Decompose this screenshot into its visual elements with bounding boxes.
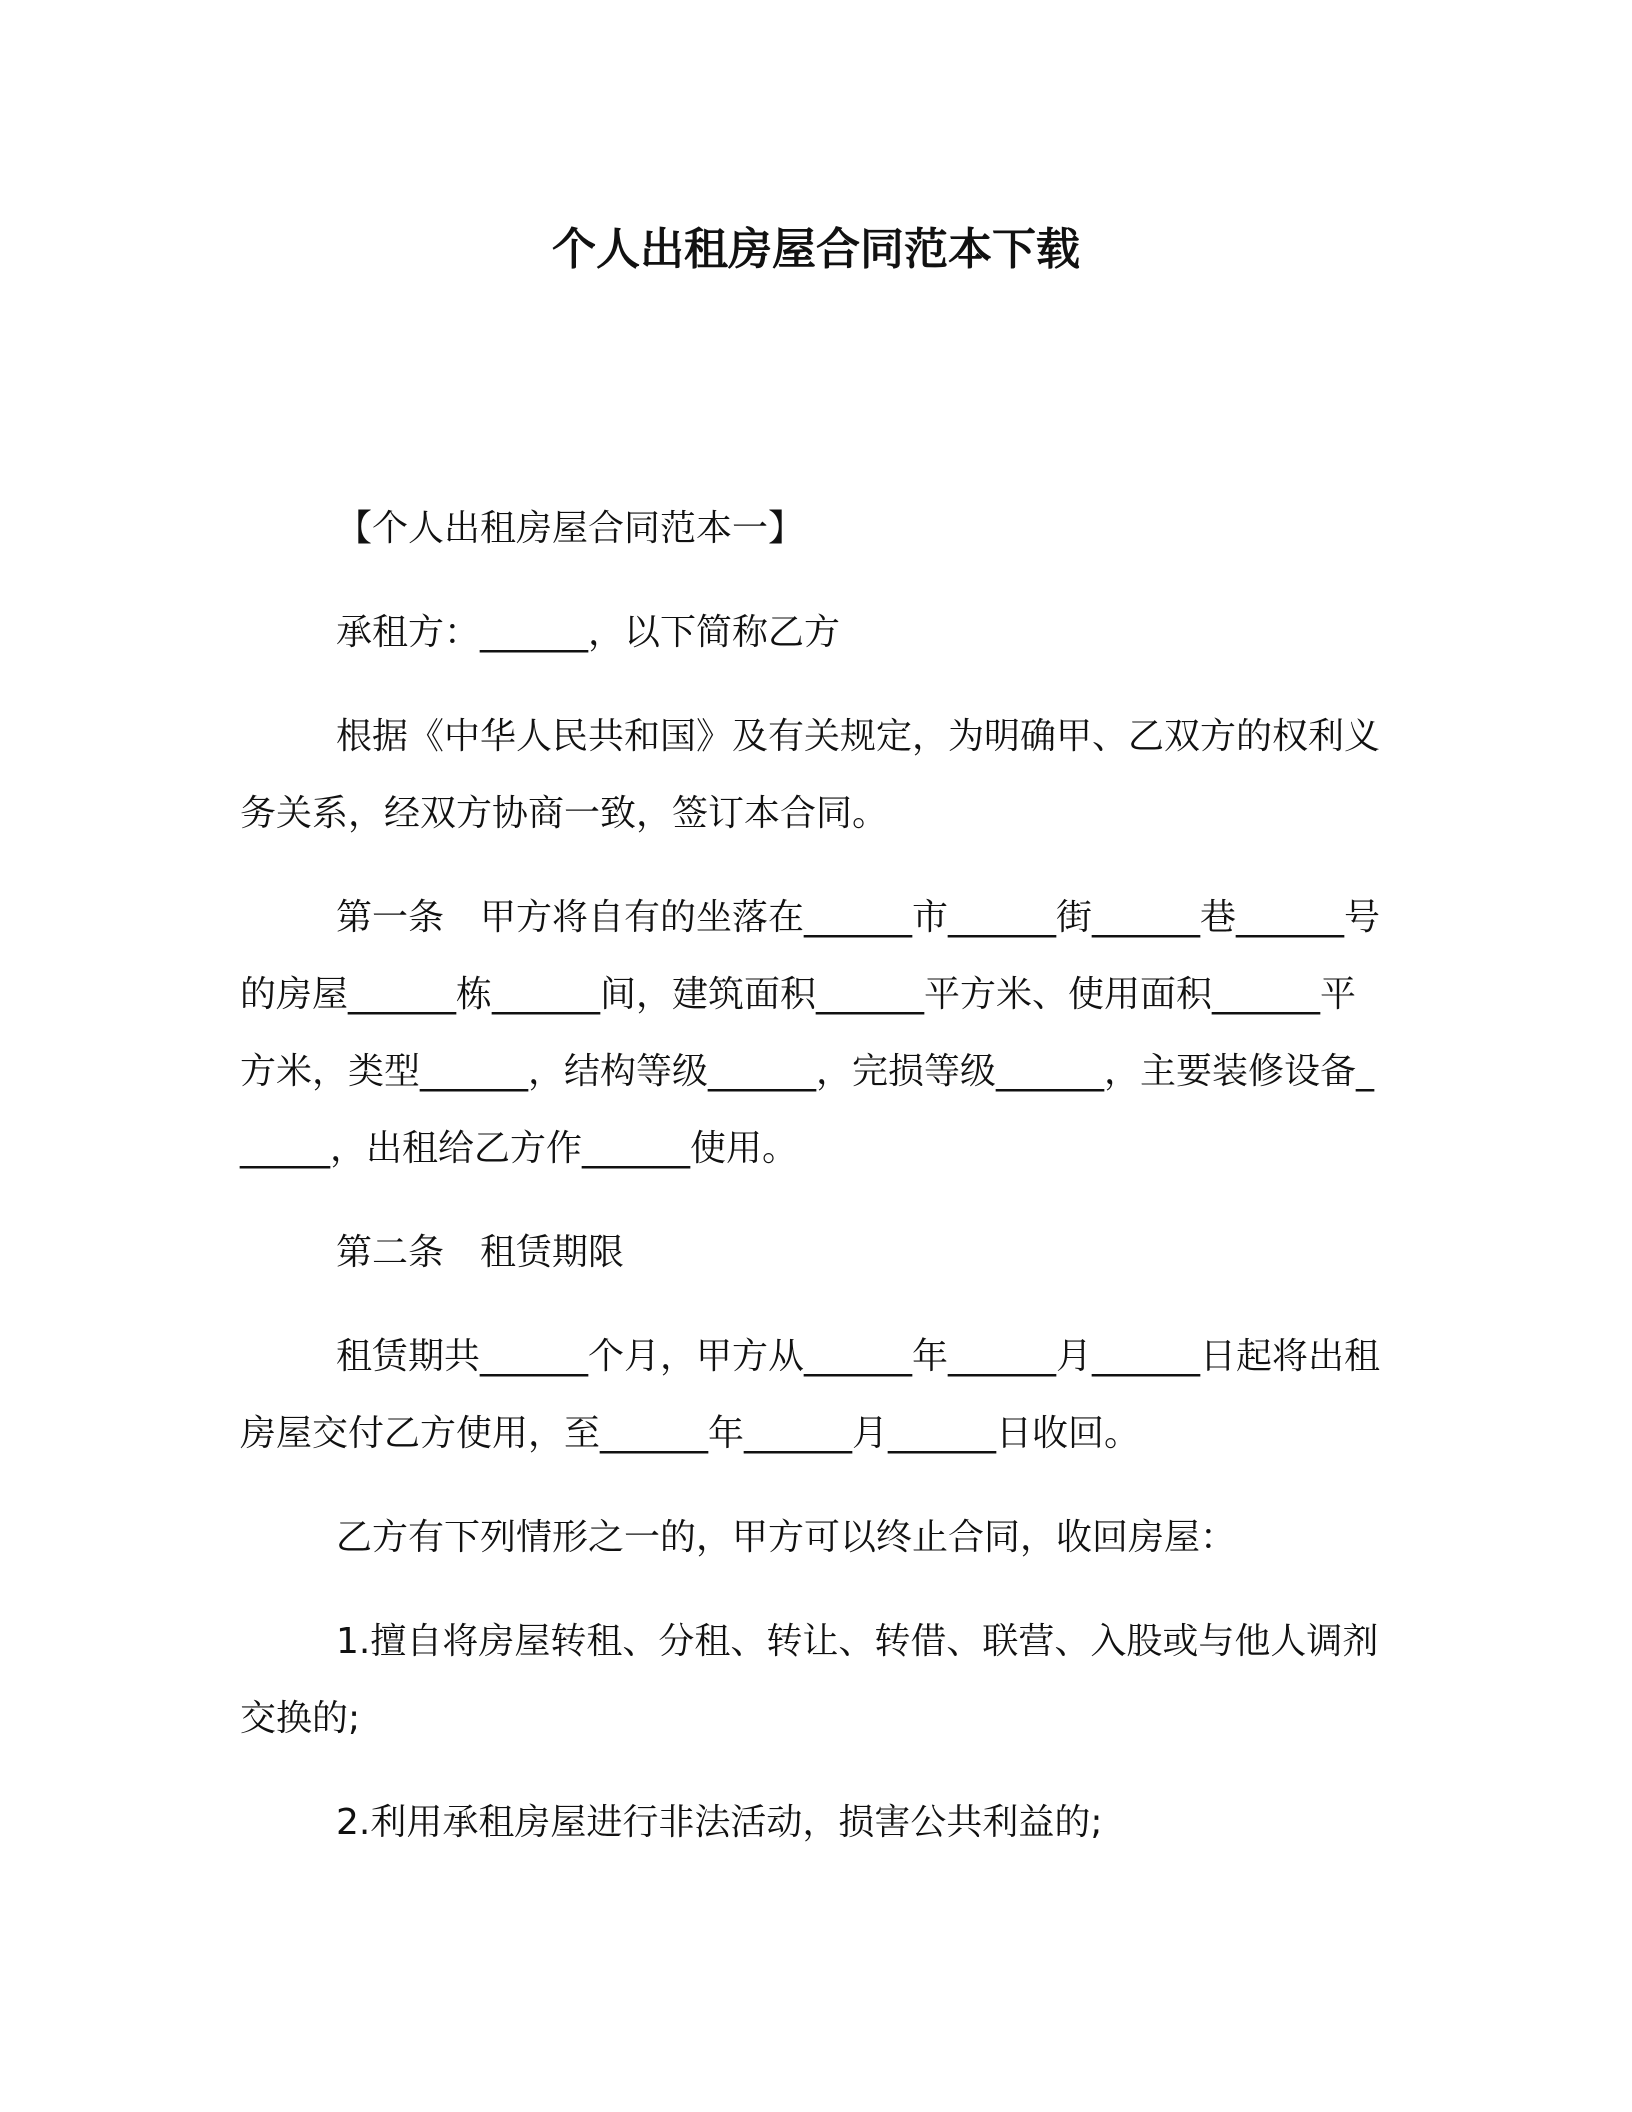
document-body xyxy=(240,490,1380,1888)
section-heading-template-one: 【个人出租房屋合同范本一】 xyxy=(336,508,805,549)
tenant-line: 承租方：______，以下简称乙方 xyxy=(336,612,841,653)
termination-condition-2: 2.利用承租房屋进行非法活动，损害公共利益的; xyxy=(336,1802,1103,1843)
article-one-paragraph: 第一条 甲方将自有的坐落在______市______街______巷______号的房屋______栋______间，建筑面积______平方米、使用面积______平方米，类型______，结构等级______，完损等级______，主要装修设备______，出租给乙方作______使用。 xyxy=(240,897,1381,1169)
article-two-heading: 第二条 租赁期限 xyxy=(336,1232,625,1273)
document-title: 个人出租房屋合同范本下载 xyxy=(552,224,1080,275)
termination-condition-1: 1.擅自将房屋转租、分租、转让、转借、联营、入股或与他人调剂交换的; xyxy=(240,1621,1379,1739)
termination-conditions-intro: 乙方有下列情形之一的，甲方可以终止合同，收回房屋： xyxy=(336,1517,1237,1558)
preamble-paragraph: 根据《中华人民共和国》及有关规定，为明确甲、乙双方的权利义务关系，经双方协商一致，签订本合同。 xyxy=(240,716,1381,834)
lease-term-paragraph: 租赁期共______个月，甲方从______年______月______日起将出租房屋交付乙方使用，至______年______月______日收回。 xyxy=(240,1336,1381,1454)
